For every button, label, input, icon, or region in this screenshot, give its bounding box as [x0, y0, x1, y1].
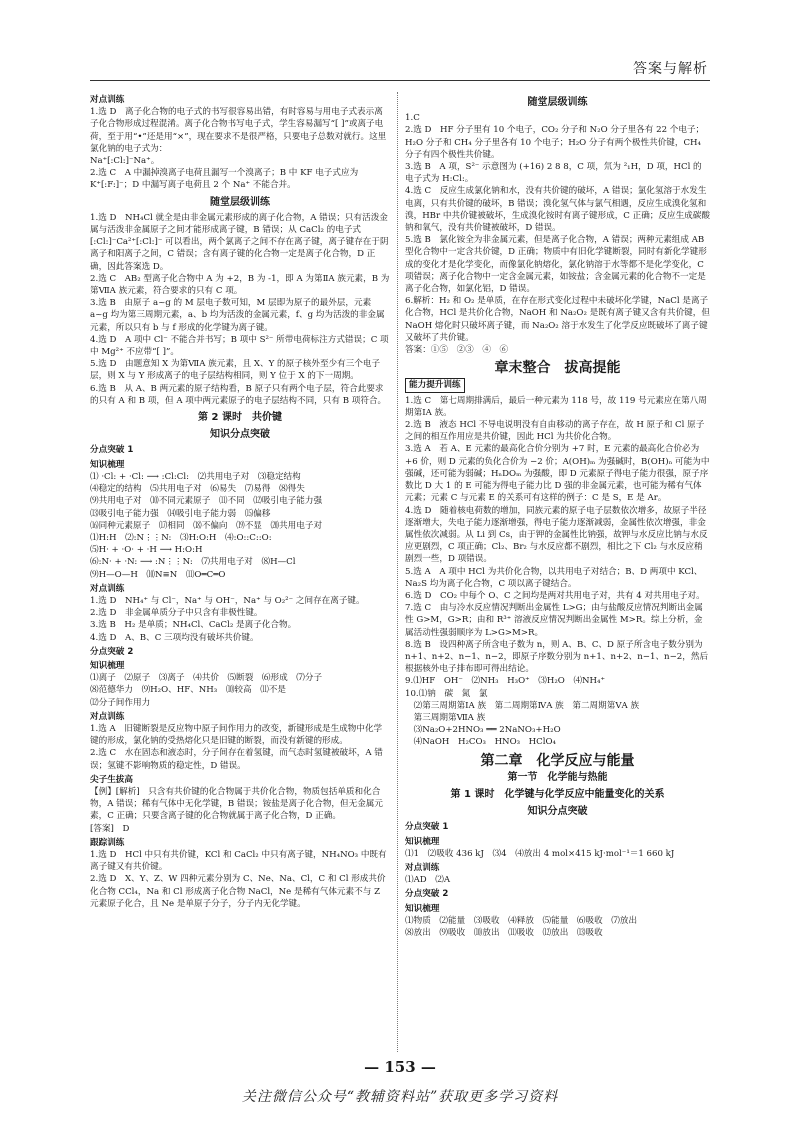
answer-line: 2.选 D 非金属单质分子中只含有非极性键。	[90, 608, 263, 619]
answer-line: 3.选 B A 项，S²⁻ 示意图为 (+16) 2 8 8，C 项，氘为 ²₁H，D 项，HCl 的电子式为 H:Cl:。	[405, 162, 702, 185]
answer-line: ⑵第三周期第ⅠA 族 第二周期第ⅣA 族 第二周期第ⅤA 族	[405, 700, 640, 711]
header-title: 答案与解析	[633, 61, 708, 77]
header-rule	[90, 80, 710, 81]
answer-line: ⒀吸引电子能力强 ⒁吸引电子能力弱 ⒂偏移	[90, 508, 271, 519]
answer-line: ⑴AD ⑵A	[405, 875, 451, 886]
answer-line: ⑴H:H ⑵:N⋮⋮N: ⑶H:O:H ⑷:O::C::O:	[90, 532, 272, 543]
answer-line: ⑶Na₂O+2HNO₃ ══ 2NaNO₃+H₂O	[405, 725, 561, 736]
answer-line: 答案：①⑤ ②③ ④ ⑥	[405, 345, 509, 356]
page-number: — 153 —	[364, 1058, 436, 1076]
section-heading: 分点突破 1	[90, 445, 134, 456]
answer-line: ⑻放出 ⑼吸收 ⑽放出 ⑾吸收 ⑿放出 ⒀吸收	[405, 928, 603, 938]
right-column	[405, 92, 713, 939]
answer-line: 4.选 D A 项中 Cl⁻ 不能合并书写；B 项中 S²⁻ 所带电荷标注方式错误；C 项中 Mg²⁺ 不应带“[ ]”。	[90, 334, 389, 358]
answer-line: 1.选 D HCl 中只有共价键，KCl 和 CaCl₂ 中只有离子键，NH₄NO₃ 中既有离子键又有共价键。	[90, 849, 387, 873]
section-heading: 分点突破 2	[405, 889, 449, 900]
left-column	[90, 92, 390, 910]
answer-line: ⒃同种元素原子 ⒄相同 ⒅不偏向 ⒆不显 ⒇共用电子对	[90, 520, 323, 531]
subheading: 知识分点突破	[527, 806, 588, 818]
answer-line: 2.选 D X、Y、Z、W 四种元素分别为 C、Ne、Na、Cl，C 和 Cl 形成共价化合物 CCl₄，Na 和 Cl 形成离子化合物 NaCl，Ne 是稀有气体元素不与 Z 元素原子化合，且 Ne 是单原子分子，分子内无化学键。	[90, 874, 386, 909]
answer-line: 6.解析：H₂ 和 O₂ 是单质，在存在形式变化过程中未破坏化学键，NaCl 是离子化合物，HCl 是共价化合物，NaOH 和 Na₂O₂ 是既有离子键又含有共价键，但 NaOH 熔化时只破坏离子键，而 Na₂O₂ 溶于水发生了化学反应既破坏了离子键又破坏了共价键。	[405, 296, 713, 343]
answer-line: 1.选 D NH₄Cl 就全是由非金属元素形成的离子化合物，A 错误；只有活泼金属与活泼非金属原子之间才能形成离子键，B 错误；从 CaCl₂ 的电子式 [:Cl:]⁻Ca²⁺[:Cl:]⁻ 可以看出，两个氯离子之间不存在离子键，离子键存在于阴离子和阳离子之间，C 错误；含有离子键的化合物一定是离子化合物，D 正确，因此答案选 D。	[90, 212, 389, 272]
answer-line: 10.⑴钠 碳 氮 氯	[405, 688, 488, 699]
section-heading: 跟踪训练	[90, 837, 125, 848]
answer-line: ⑴离子 ⑵原子 ⑶离子 ⑷共价 ⑸断裂 ⑹形成 ⑺分子	[90, 673, 323, 684]
answer-line: ⑼共用电子对 ⑽不同元素原子 ⑾不同 ⑿吸引电子能力强	[90, 496, 323, 507]
answer-line: 4.选 D 随着核电荷数的增加，同族元素的原子电子层数依次增多，故原子半径逐渐增大，失电子能力逐渐增强，得电子能力逐渐减弱，金属性依次增强，非金属性依次减弱。从 Li 到 Cs，由于钾的金属性比钠强，故钾与水反应比钠与水反应更剧烈，C 项正确；Cl₂、Br₂ 与水反应都不剧烈，相比之下 Cl₂ 与水反应稍剧烈一些，D 项错误。	[405, 505, 708, 565]
answer-line: 3.选 A 若 A、E 元素的最高化合价分别为 +7 时，E 元素的最高化合价必为 +6 价，则 D 元素的负化合价为 −2 价；A(OH)ₘ 为强碱时，B(OH)ₙ 可能为中强碱，还可能为弱碱；HₙDOₘ 为强酸，即 D 元素原子得电子能力很强，原子序数比 D 大 1 的 E 可能为得电子能力比 D 强的非金属元素，也可能为稀有气体元素；元素 C 与元素 E 的关系可有这样的例子：C 是 S，E 是 Ar。	[405, 444, 710, 504]
answer-line: 8.选 B 设四种离子所含电子数为 n，则 A、B、C、D 原子所含电子数分别为 n+1、n+2、n−1、n−2，即原子序数分别为 n+1、n+2、n−1、n−2，然后根据核外电子排布即可得出结论。	[405, 639, 709, 675]
answer-line: ⑷稳定的结构 ⑸共用电子对 ⑹易失 ⑺易得 ⑻得失	[90, 484, 305, 495]
answer-line: 第三周期第ⅦA 族	[405, 712, 486, 723]
subheading: 随堂层级训练	[210, 196, 270, 208]
answer-line: Na⁺[:Cl:]⁻Na⁺。	[90, 156, 160, 167]
section-heading: 对点训练	[405, 862, 440, 873]
answer-line: 1.选 A 旧键断裂是反应物中原子间作用力的改变，新键形成是生成物中化学键的形成，氯化钠的受热熔化只是旧键的断裂，而没有新键的形成。	[90, 723, 383, 747]
answer-line: 1.C	[405, 113, 420, 124]
section-heading: 尖子生拔高	[90, 774, 133, 785]
section-heading: 对点训练	[90, 711, 125, 722]
answer-line: ⑴物质 ⑵能量 ⑶吸收 ⑷释放 ⑸能量 ⑹吸收 ⑺放出	[405, 915, 638, 926]
answer-line: 5.选 B 氯化铵全为非金属元素，但是离子化合物，A 错误；两种元素组成 AB 型化合物中一定含共价键，D 正确；物质中有旧化学键断裂，同时有新化学键形成的变化才是化学变化，而像氯化钠熔化，氯化钠溶于水等都不是化学变化，C 项错误；离子化合物中一定含金属元素，如铵盐；含金属元素的化合物不一定是离子化合物，如氯化铝，D 错误。	[405, 235, 707, 295]
answer-line: ⑹:N· + ·N: ⟶ :N⋮⋮N: ⑺共用电子对 ⑻H—Cl	[90, 557, 296, 568]
section-heading: 分点突破 2	[90, 646, 134, 657]
answer-line: ⑷NaOH H₂CO₃ HNO₃ HClO₄	[405, 737, 556, 748]
answer-line: 6.选 B 从 A、B 两元素的原子结构看，B 原子只有两个电子层，符合此要求的只有 A 和 B 项，但 A 项中两元素原子的电子层结构不同，只有 B 项符合。	[90, 383, 387, 406]
answer-line: 5.选 A A 项中 HCl 为共价化合物，以共用电子对结合；B、D 两项中 KCl、Na₂S 均为离子化合物，C 项以离子键结合。	[405, 566, 703, 589]
section-heading: 对点训练	[90, 95, 125, 105]
answer-line: 3.选 B H₂ 是单质；NH₄Cl、CaCl₂ 是离子化合物。	[90, 620, 297, 631]
answer-line: 5.选 D 由题意知 X 为第ⅦA 族元素，且 X、Y 的原子核外至少有三个电子层，则 X 与 Y 形成离子的电子层结构相同，则 Y 位于 X 的下一周期。	[90, 359, 381, 382]
subheading: 第 1 课时 化学键与化学反应中能量变化的关系	[450, 788, 665, 800]
subheading: 第 2 课时 共价键	[198, 412, 282, 424]
subheading: 随堂层级训练	[527, 97, 588, 108]
answer-line: ⑴1 ⑵吸收 436 kJ ⑶4 ⑷放出 4 mol×415 kJ·mol⁻¹＝1 660 kJ	[405, 848, 675, 859]
section-heading: 分点突破 1	[405, 822, 449, 833]
section-heading: 对点训练	[90, 583, 125, 594]
footer-note: 关注微信公众号“教辅资料站”获取更多学习资料	[241, 1089, 559, 1105]
answer-line: 3.选 B 由原子 a~g 的 M 层电子数可知，M 层即为原子的最外层，元素 a~g 均为第三周期元素，a、b 均为活泼的金属元素，f、g 均为活泼的非金属元素，所以只有 b 与 f 形成的化学键为离子键。	[90, 298, 385, 333]
answer-line: 2.选 C AB₂ 型离子化合物中 A 为 +2，B 为 -1，即 A 为第ⅡA 族元素，B 为第ⅦA 族元素，符合要求的只有 C 项。	[90, 273, 390, 297]
answer-line: 2.选 C A 中漏掉溴离子电荷且漏写一个溴离子；B 中 KF 电子式应为 K⁺[:F:]⁻；D 中漏写离子电荷且 2 个 Na⁺ 不能合并。	[90, 168, 361, 191]
section-heading: 知识梳理	[90, 660, 125, 671]
answer-line: [答案] D	[90, 823, 130, 834]
answer-line: ⑻范德华力 ⑼H₂O、HF、NH₃ ⑽较高 ⑾不是	[90, 685, 286, 696]
subheading: 知识分点突破	[210, 429, 270, 441]
answer-line: 4.选 C 反应生成氯化钠和水，没有共价键的破坏，A 错误；氯化氢溶于水发生电离，只有共价键的破坏，B 错误；溴化氢气体与氯气相遇，反应生成溴化氢和溴，HBr 中共价键被破坏，生成溴化铵时有离子键形成，C 正确；反应生成碳酸钠和氧气，没有共价键被破坏，D 错误。	[405, 186, 710, 234]
subheading: 第一节 化学能与热能	[507, 771, 608, 783]
boxed-heading: 能力提升训练	[405, 378, 465, 392]
answer-line: 2.选 D HF 分子里有 10 个电子，CO₂ 分子和 N₂O 分子里各有 22 个电子；H₂O 分子和 CH₄ 分子里各有 10 个电子；H₂O 分子有两个极性共价键，CH₄ 分子有四个极性共价键。	[405, 125, 705, 160]
answer-line: 1.选 D NH₄⁺ 与 Cl⁻，Na⁺ 与 OH⁻，Na⁺ 与 O₂²⁻ 之间存在离子键。	[90, 595, 365, 606]
answer-line: 7.选 C 由与冷水反应情况判断出金属性 L>G；由与盐酸反应情况判断出金属性 G>M，G>R；由和 R³⁺ 溶液反应情况判断出金属性 M>R。综上分析，金属活动性强弱顺序为 L>G>M>R。	[405, 603, 703, 638]
column-divider	[397, 92, 398, 1052]
answer-line: 1.选 C 第七周期排满后，最后一种元素为 118 号，故 119 号元素应在第八周期第ⅠA 族。	[405, 395, 707, 418]
answer-line: ⑿分子间作用力	[90, 697, 151, 708]
section-heading: 知识梳理	[90, 459, 125, 470]
answer-line: 【例】[解析] 只含有共价键的化合物属于共价化合物，物质包括单质和化合物，A 错误；稀有气体中无化学键，B 错误；铵盐是离子化合物，但无金属元素，C 正确；只要含离子键的化合物就属于离子化合物，D 正确。	[90, 786, 383, 822]
answer-line: 6.选 D CO₂ 中每个 O、C 之间均是两对共用电子对，共有 4 对共用电子对。	[405, 590, 705, 601]
section-heading: 知识梳理	[405, 836, 440, 847]
answer-line: ⑴ ·Cl: + ·Cl: ⟶ :Cl:Cl: ⑵共用电子对 ⑶稳定结构	[90, 471, 301, 482]
chapter-heading: 章末整合 拔高提能	[494, 360, 621, 377]
answer-line: 9.⑴HF OH⁻ ⑵NH₃ H₃O⁺ ⑶H₂O ⑷NH₄⁺	[405, 676, 606, 687]
chapter-heading: 第二章 化学反应与能量	[480, 752, 635, 769]
answer-line: 1.选 D 离子化合物的电子式的书写很容易出错，有时容易与用电子式表示离子化合物形成过程混淆。离子化合物书写电子式，学生容易漏写“[ ]”或离子电荷，至于用“•”还是用“×”，现在要求不是很严格，只要电子总数对就行。这里氯化钠的电子式为：	[90, 107, 387, 154]
answer-line: ⑼H—O—H ⑽N≡N ⑾O═C═O	[90, 569, 226, 580]
answer-line: 4.选 D A、B、C 三项均没有破坏共价键。	[90, 632, 259, 643]
answer-line: ⑸H· + ·O· + ·H ⟶ H:O:H	[90, 545, 203, 556]
answer-line: 2.选 C 水在固态和液态时，分子间存在着氢键，而气态时氢键被破坏，A 错误；氢键不影响物质的稳定性，D 错误。	[90, 748, 383, 771]
section-heading: 知识梳理	[405, 903, 440, 914]
answer-line: 2.选 B 液态 HCl 不导电说明没有自由移动的离子存在，故 H 原子和 Cl 原子之间的相互作用应是共价键，因此 HCl 为共价化合物。	[405, 420, 705, 443]
